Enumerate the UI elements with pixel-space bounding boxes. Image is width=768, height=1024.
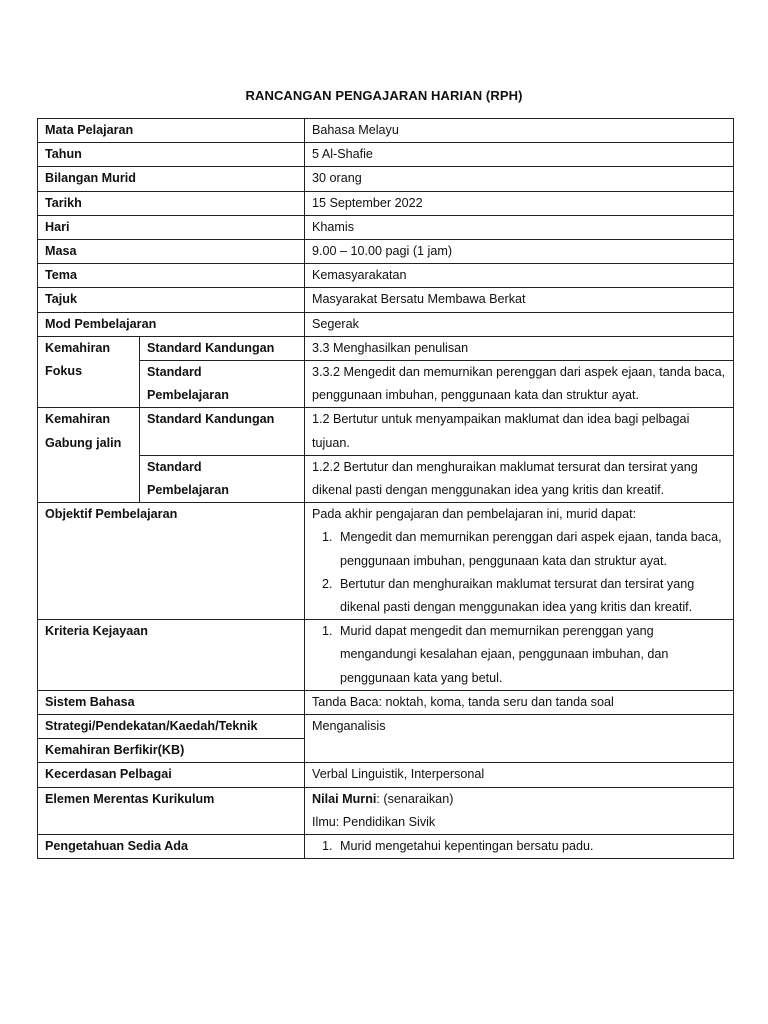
label-tema: Tema	[38, 264, 305, 288]
row-kemahiran-fokus-sp	[38, 361, 734, 408]
row-strategi	[38, 715, 734, 739]
label-tarikh: Tarikh	[38, 191, 305, 215]
label-objektif-pembelajaran: Objektif Pembelajaran	[38, 503, 305, 620]
value-objektif-pembelajaran	[305, 503, 734, 620]
value-mod-pembelajaran: Segerak	[305, 312, 734, 336]
value-fokus-standard-kandungan: 3.3 Menghasilkan penulisan	[305, 336, 734, 360]
objektif-list	[312, 526, 726, 619]
row-kemahiran-gabung-sk	[38, 408, 734, 455]
label-strategi: Strategi/Pendekatan/Kaedah/Teknik	[38, 715, 305, 739]
row-mod-pembelajaran	[38, 312, 734, 336]
row-tahun	[38, 143, 734, 167]
label-kemahiran-gabung-line1: Kemahiran	[45, 412, 111, 427]
value-pengetahuan-sedia-ada	[305, 835, 734, 859]
label-bilangan-murid: Bilangan Murid	[38, 167, 305, 191]
value-kriteria-kejayaan	[305, 620, 734, 691]
kriteria-list	[312, 620, 726, 690]
value-gabung-standard-kandungan: 1.2 Bertutur untuk menyampaikan maklumat dan idea bagi pelbagai tujuan.	[305, 408, 734, 455]
row-mata-pelajaran	[38, 119, 734, 143]
row-masa	[38, 240, 734, 264]
row-elemen-merentas-kurikulum	[38, 787, 734, 834]
value-masa: 9.00 – 10.00 pagi (1 jam)	[305, 240, 734, 264]
emk-nilai-murni	[312, 788, 726, 811]
label-fokus-sp-line1: Standard	[147, 365, 202, 380]
label-tajuk: Tajuk	[38, 288, 305, 312]
label-fokus-standard-pembelajaran	[140, 361, 305, 408]
label-kemahiran-berfikir: Kemahiran Berfikir(KB)	[38, 739, 305, 763]
label-kemahiran-gabung-line2: Gabung jalin	[45, 435, 122, 450]
rph-table	[37, 118, 734, 859]
value-sistem-bahasa: Tanda Baca: noktah, koma, tanda seru dan tanda soal	[305, 690, 734, 714]
emk-nilai-label: Nilai Murni	[312, 791, 377, 806]
value-gabung-standard-pembelajaran: 1.2.2 Bertutur dan menghuraikan maklumat tersurat dan tersirat yang dikenal pasti dengan menggunakan idea yang kritis dan kreatif.	[305, 455, 734, 502]
kriteria-item: 1. Murid dapat mengedit dan memurnikan perenggan yang mengandungi kesalahan ejaan, penggunaan imbuhan, dan penggunaan kata yang betul.	[336, 620, 726, 690]
label-pengetahuan-sedia-ada: Pengetahuan Sedia Ada	[38, 835, 305, 859]
label-kemahiran-fokus-line2: Fokus	[45, 364, 83, 379]
value-kecerdasan-pelbagai: Verbal Linguistik, Interpersonal	[305, 763, 734, 787]
row-kemahiran-gabung-sp	[38, 455, 734, 502]
row-kriteria-kejayaan	[38, 620, 734, 691]
label-hari: Hari	[38, 215, 305, 239]
label-gabung-standard-kandungan: Standard Kandungan	[140, 408, 305, 455]
label-fokus-sp-line2: Pembelajaran	[147, 388, 229, 403]
row-tarikh	[38, 191, 734, 215]
value-hari: Khamis	[305, 215, 734, 239]
row-sistem-bahasa	[38, 690, 734, 714]
objektif-item: 2. Bertutur dan menghuraikan maklumat tersurat dan tersirat yang dikenal pasti dengan menggunakan idea yang kritis dan kreatif.	[336, 573, 726, 619]
value-tajuk: Masyarakat Bersatu Membawa Berkat	[305, 288, 734, 312]
value-tahun: 5 Al-Shafie	[305, 143, 734, 167]
label-elemen-merentas-kurikulum: Elemen Merentas Kurikulum	[38, 787, 305, 834]
value-strategi-kb: Menganalisis	[305, 715, 734, 763]
value-mata-pelajaran: Bahasa Melayu	[305, 119, 734, 143]
pengetahuan-list	[312, 835, 726, 858]
row-bilangan-murid	[38, 167, 734, 191]
value-bilangan-murid: 30 orang	[305, 167, 734, 191]
row-kecerdasan-pelbagai	[38, 763, 734, 787]
label-mod-pembelajaran: Mod Pembelajaran	[38, 312, 305, 336]
row-tema	[38, 264, 734, 288]
pengetahuan-item: 1. Murid mengetahui kepentingan bersatu padu.	[336, 835, 726, 858]
objektif-intro: Pada akhir pengajaran dan pembelajaran ini, murid dapat:	[312, 507, 637, 522]
row-kemahiran-fokus-sk	[38, 336, 734, 360]
label-gabung-standard-pembelajaran	[140, 455, 305, 502]
row-objektif-pembelajaran	[38, 503, 734, 620]
label-kecerdasan-pelbagai: Kecerdasan Pelbagai	[38, 763, 305, 787]
objektif-item: 1. Mengedit dan memurnikan perenggan dari aspek ejaan, tanda baca, penggunaan imbuhan, penggunaan kata dan struktur ayat.	[336, 526, 726, 572]
label-mata-pelajaran: Mata Pelajaran	[38, 119, 305, 143]
value-elemen-merentas-kurikulum	[305, 787, 734, 834]
emk-nilai-value: : (senaraikan)	[376, 791, 454, 806]
label-masa: Masa	[38, 240, 305, 264]
row-tajuk	[38, 288, 734, 312]
label-gabung-sp-line1: Standard	[147, 459, 202, 474]
label-gabung-sp-line2: Pembelajaran	[147, 483, 229, 498]
row-hari	[38, 215, 734, 239]
value-tarikh: 15 September 2022	[305, 191, 734, 215]
label-kemahiran-fokus-line1: Kemahiran	[45, 340, 111, 355]
label-tahun: Tahun	[38, 143, 305, 167]
label-fokus-standard-kandungan: Standard Kandungan	[140, 336, 305, 360]
label-kriteria-kejayaan: Kriteria Kejayaan	[38, 620, 305, 691]
label-kemahiran-gabung	[38, 408, 140, 503]
page-title: RANCANGAN PENGAJARAN HARIAN (RPH)	[245, 88, 523, 103]
emk-ilmu: Ilmu: Pendidikan Sivik	[312, 814, 436, 829]
row-pengetahuan-sedia-ada	[38, 835, 734, 859]
label-sistem-bahasa: Sistem Bahasa	[38, 690, 305, 714]
value-fokus-standard-pembelajaran: 3.3.2 Mengedit dan memurnikan perenggan dari aspek ejaan, tanda baca, penggunaan imbuhan, penggunaan kata dan struktur ayat.	[305, 361, 734, 408]
label-kemahiran-fokus	[38, 336, 140, 408]
value-tema: Kemasyarakatan	[305, 264, 734, 288]
